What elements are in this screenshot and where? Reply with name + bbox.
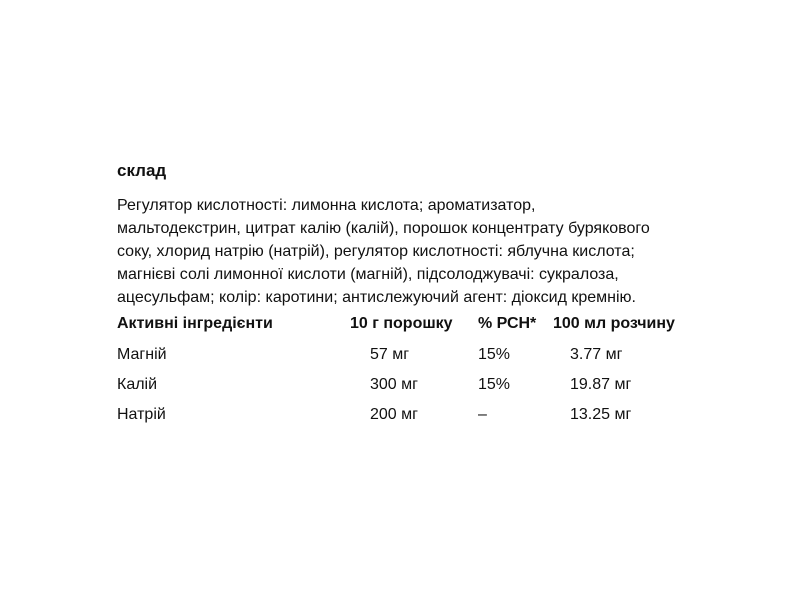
amount-per-100ml: 19.87 мг	[570, 376, 632, 393]
composition-text	[117, 194, 697, 309]
header-per-10g-powder: 10 г порошку	[350, 315, 453, 332]
amount-per-100ml: 13.25 мг	[570, 406, 632, 423]
header-active-ingredients: Активні інгредієнти	[117, 315, 273, 332]
section-heading: склад	[117, 161, 167, 180]
composition-line: соку, хлорид натрію (натрій), регулятор кислотності: яблучна кислота;	[117, 243, 635, 260]
composition-line: ацесульфам; колір: каротини; антислежуючий агент: діоксид кремнію.	[117, 289, 636, 306]
ingredient-name: Калій	[117, 376, 158, 393]
table-row	[117, 406, 693, 436]
table-header-row	[117, 315, 693, 343]
composition-line: Регулятор кислотності: лимонна кислота; ароматизатор,	[117, 197, 536, 214]
rsn-percent: 15%	[478, 376, 511, 393]
table-row	[117, 343, 693, 376]
ingredients-table	[117, 315, 693, 436]
table-row	[117, 376, 693, 406]
ingredient-name: Натрій	[117, 406, 166, 423]
composition-line: магнієві солі лимонної кислоти (магній), підсолоджувачі: сукралоза,	[117, 266, 619, 283]
header-per-100ml-solution: 100 мл розчину	[553, 315, 675, 332]
rsn-percent: 15%	[478, 346, 511, 363]
header-rsn-percent: % РСН*	[478, 315, 537, 332]
amount-per-10g: 300 мг	[370, 376, 418, 393]
ingredient-name: Магній	[117, 346, 167, 363]
amount-per-10g: 57 мг	[370, 346, 410, 363]
product-info-block	[117, 160, 717, 436]
amount-per-100ml: 3.77 мг	[570, 346, 623, 363]
rsn-percent: –	[478, 406, 487, 423]
composition-line: мальтодекстрин, цитрат калію (калій), порошок концентрату бурякового	[117, 220, 650, 237]
amount-per-10g: 200 мг	[370, 406, 418, 423]
